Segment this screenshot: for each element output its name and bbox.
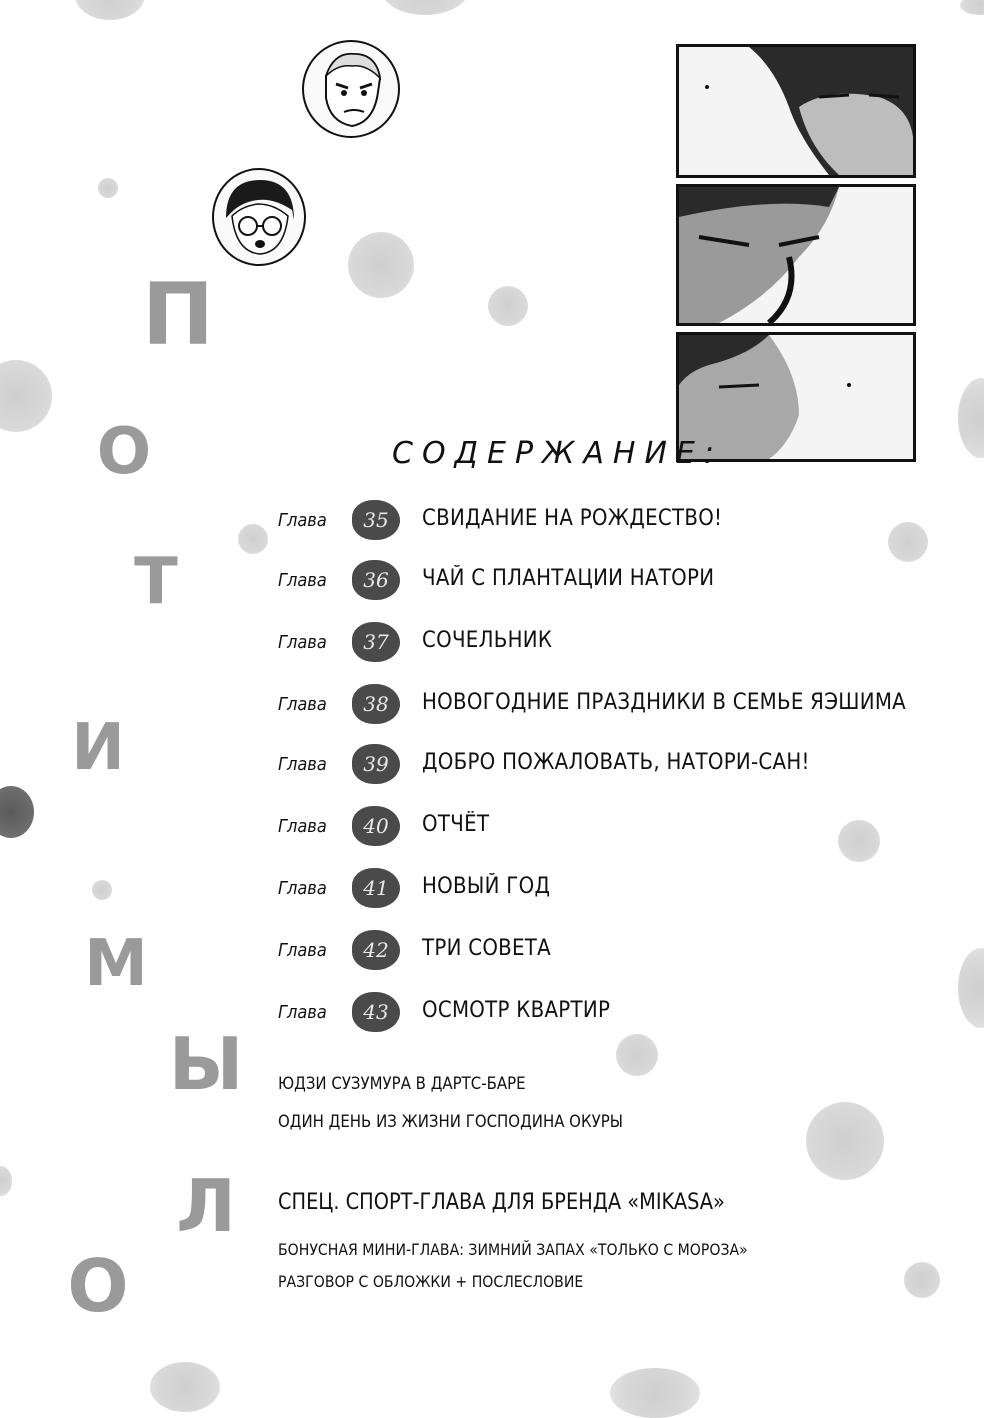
chapter-prefix: Глава: [278, 878, 327, 899]
chapter-prefix: Глава: [278, 816, 327, 837]
vertical-title-letter: Л: [176, 1164, 236, 1248]
chapter-row: [278, 684, 918, 728]
chapter-row: [278, 622, 918, 666]
chapter-number-badge: 37: [352, 622, 400, 662]
vertical-title-letter: М: [84, 927, 148, 1001]
chapter-prefix: Глава: [278, 754, 327, 775]
chapter-title: ОТЧЁТ: [422, 812, 490, 837]
manga-panel-middle: [676, 184, 916, 326]
chapter-number-badge: 43: [352, 992, 400, 1032]
vertical-title-letter: Т: [134, 545, 178, 619]
chapter-title: ЧАЙ С ПЛАНТАЦИИ НАТОРИ: [422, 566, 715, 591]
chapter-prefix: Глава: [278, 632, 327, 653]
extra-afterword: РАЗГОВОР С ОБЛОЖКИ + ПОСЛЕСЛОВИЕ: [278, 1272, 584, 1291]
chapter-title: СВИДАНИЕ НА РОЖДЕСТВО!: [422, 506, 723, 531]
extra-item-darts-bar: ЮДЗИ СУЗУМУРА В ДАРТС-БАРЕ: [278, 1074, 526, 1094]
chapter-number-badge: 41: [352, 868, 400, 908]
vertical-title-letter: И: [71, 711, 125, 785]
chapter-title: ДОБРО ПОЖАЛОВАТЬ, НАТОРИ-САН!: [422, 750, 810, 775]
vertical-title-letter: П: [142, 265, 214, 365]
chapter-prefix: Глава: [278, 570, 327, 591]
chapter-row: [278, 560, 918, 604]
vertical-title-letter: О: [96, 415, 152, 489]
chapter-number-badge: 42: [352, 930, 400, 970]
character-portrait-man: [302, 40, 400, 138]
character-portrait-girl: [212, 168, 306, 266]
chapter-number-badge: 35: [352, 500, 400, 540]
vertical-title-letter: Ы: [168, 1022, 244, 1106]
chapter-number-badge: 36: [352, 560, 400, 600]
chapter-prefix: Глава: [278, 510, 327, 531]
vertical-title-letter: О: [67, 1244, 129, 1328]
chapter-prefix: Глава: [278, 694, 327, 715]
chapter-number-badge: 38: [352, 684, 400, 724]
extra-bonus-chapter: БОНУСНАЯ МИНИ-ГЛАВА: ЗИМНИЙ ЗАПАХ «ТОЛЬКО С МОРОЗА»: [278, 1240, 748, 1259]
chapter-row: [278, 500, 918, 544]
manga-panel-top: [676, 44, 916, 178]
chapter-title: ТРИ СОВЕТА: [422, 936, 551, 961]
chapter-row: [278, 992, 918, 1036]
chapter-title: ОСМОТР КВАРТИР: [422, 998, 611, 1023]
chapter-row: [278, 868, 918, 912]
chapter-row: [278, 930, 918, 974]
chapter-number-badge: 39: [352, 744, 400, 784]
chapter-prefix: Глава: [278, 1002, 327, 1023]
chapter-title: НОВОГОДНИЕ ПРАЗДНИКИ В СЕМЬЕ ЯЭШИМА: [422, 690, 907, 715]
chapter-prefix: Глава: [278, 940, 327, 961]
chapter-row: [278, 806, 918, 850]
extra-special-chapter: СПЕЦ. СПОРТ-ГЛАВА ДЛЯ БРЕНДА «MIKASA»: [278, 1190, 725, 1215]
chapter-title: НОВЫЙ ГОД: [422, 874, 551, 899]
extra-item-okura-day: ОДИН ДЕНЬ ИЗ ЖИЗНИ ГОСПОДИНА ОКУРЫ: [278, 1112, 623, 1132]
chapter-title: СОЧЕЛЬНИК: [422, 628, 553, 653]
contents-heading: СОДЕРЖАНИЕ:: [392, 436, 723, 471]
chapter-row: [278, 744, 918, 788]
chapter-number-badge: 40: [352, 806, 400, 846]
